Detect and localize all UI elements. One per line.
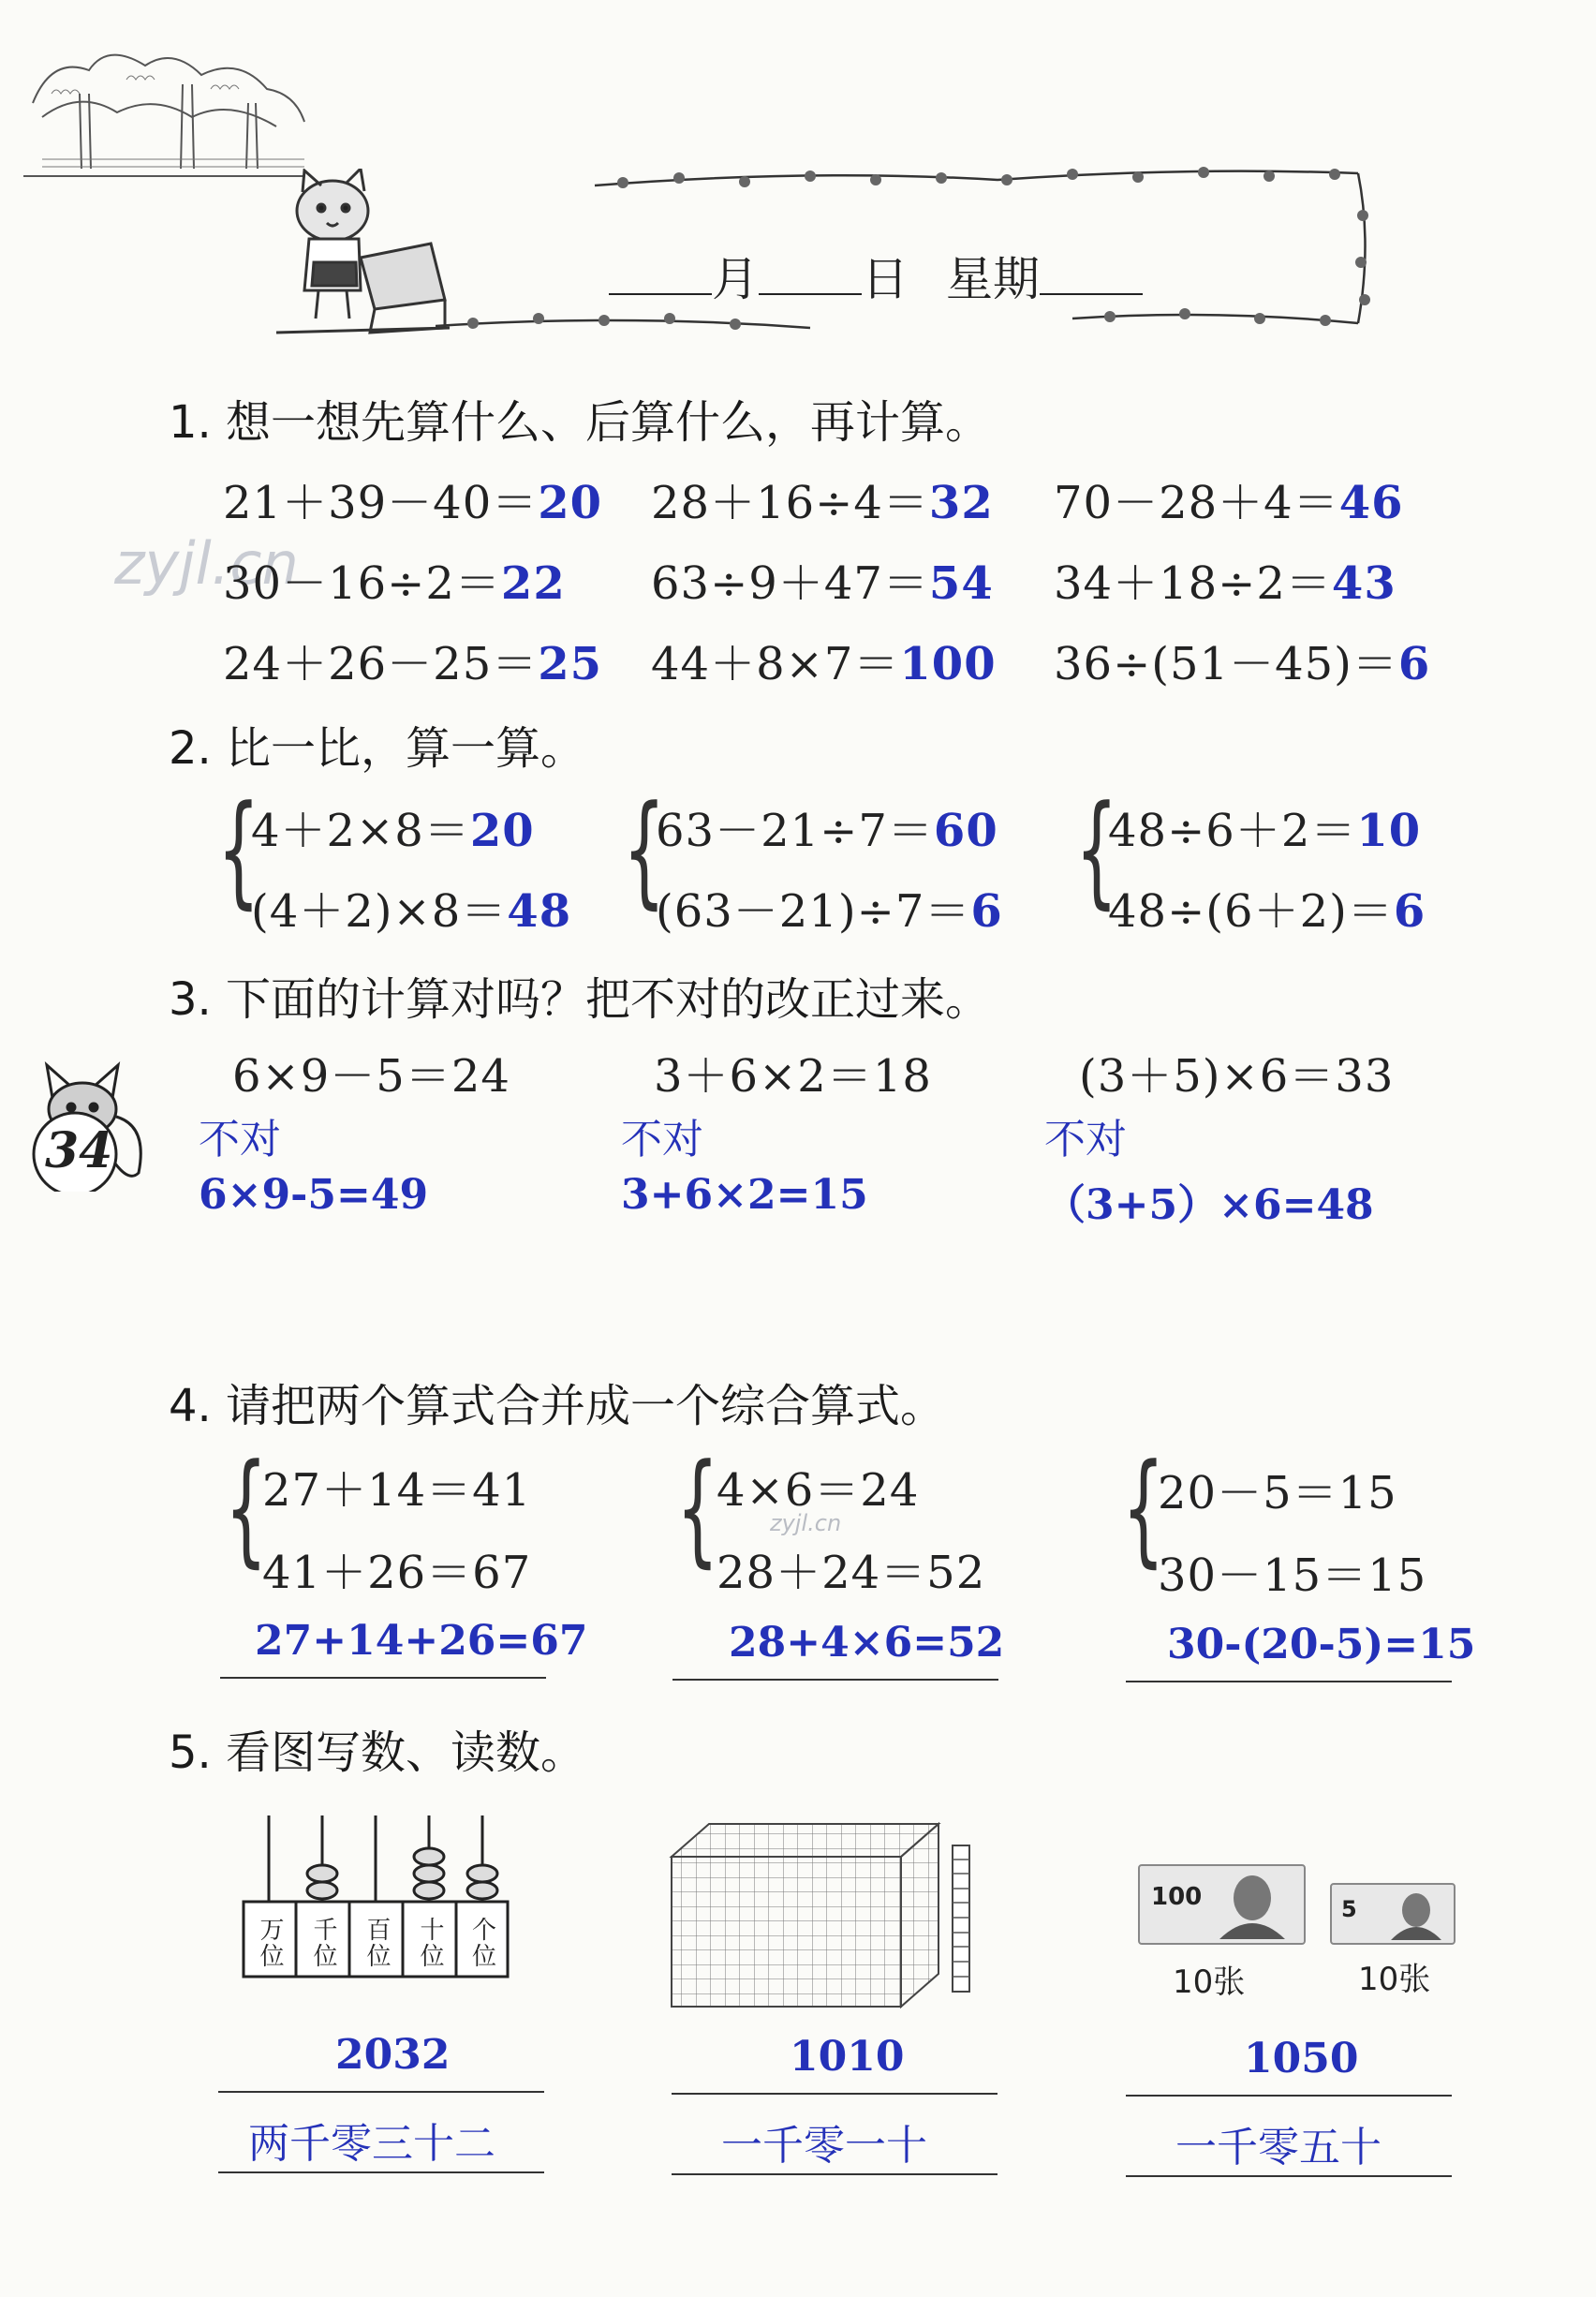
q1-item: 44＋8×7＝100: [651, 638, 997, 690]
answer-line: [218, 2091, 544, 2093]
day-label: 日: [862, 252, 909, 306]
q1-item: 28＋16÷4＝32: [651, 477, 994, 529]
q3-expr: 3＋6×2＝18: [654, 1050, 932, 1103]
ten-rod: [951, 1844, 971, 1993]
abacus-label: 万位: [256, 1917, 284, 1969]
answer-line: [1126, 2175, 1452, 2177]
q5-reading: 一千零一十: [721, 2122, 927, 2170]
answer-line: [672, 2173, 998, 2175]
weekday-blank[interactable]: [1040, 252, 1143, 295]
watermark-small: zyjl.cn: [770, 1510, 842, 1536]
banknote-100: [1138, 1864, 1306, 1945]
answer-line: [1126, 1681, 1452, 1682]
day-blank[interactable]: [759, 252, 862, 295]
brace: {: [1075, 778, 1118, 921]
count-label: 10张: [1173, 1964, 1246, 2001]
answer-line: [672, 2093, 998, 2095]
brace: {: [217, 778, 260, 921]
answer-line: [220, 1677, 546, 1679]
q3-verdict: 不对: [621, 1116, 703, 1163]
q1-item: 24＋26－25＝25: [223, 638, 603, 690]
q5-title: 5. 看图写数、读数。: [169, 1726, 586, 1779]
q2-line-b: (4＋2)×8＝48: [251, 885, 572, 938]
portrait-icon: [1383, 1888, 1449, 1940]
bill-value: 5: [1341, 1896, 1357, 1922]
q3-verdict: 不对: [199, 1116, 281, 1163]
q4-line-b: 28＋24＝52: [717, 1547, 986, 1599]
watermark: zyjl.cn: [114, 529, 299, 598]
thousand-cube: [667, 1819, 985, 2011]
q4-line-b: 30－15＝15: [1158, 1549, 1427, 1602]
q4-answer: 30-(20-5)=15: [1167, 1621, 1476, 1668]
brace: {: [623, 778, 666, 921]
date-line: [609, 242, 1143, 309]
page-number: 34: [45, 1122, 113, 1179]
weekday-label: 星期: [946, 252, 1040, 306]
month-blank[interactable]: [609, 252, 712, 295]
q3-expr: (3＋5)×6＝33: [1079, 1050, 1395, 1103]
q2-line-a: 48÷6＋2＝10: [1108, 805, 1422, 857]
q4-line-a: 20－5＝15: [1158, 1467, 1397, 1519]
q1-item: 70－28＋4＝46: [1054, 477, 1404, 529]
q4-answer: 27+14+26=67: [255, 1617, 588, 1665]
trees-illustration: [23, 37, 314, 178]
q3-fix: （3+5）×6=48: [1044, 1181, 1374, 1229]
q3-fix: 3+6×2=15: [621, 1171, 868, 1219]
q1-title: 1. 想一想先算什么、后算什么，再计算。: [169, 396, 991, 449]
q4-answer: 28+4×6=52: [729, 1619, 1005, 1667]
q1-item: 30－16÷2＝22: [223, 557, 566, 610]
q5-number: 1050: [1244, 2035, 1359, 2082]
q3-verdict: 不对: [1044, 1116, 1127, 1163]
q4-line-a: 4×6＝24: [717, 1464, 920, 1517]
answer-line: [1126, 2095, 1452, 2097]
q5-reading: 一千零五十: [1175, 2124, 1382, 2171]
abacus-labels: [244, 1905, 508, 1980]
abacus-label: 千位: [309, 1917, 337, 1969]
q4-line-b: 41＋26＝67: [262, 1547, 532, 1599]
q1-item: 21＋39－40＝20: [223, 477, 603, 529]
brace: {: [1122, 1437, 1165, 1579]
abacus-label: 十位: [416, 1917, 444, 1969]
portrait-icon: [1210, 1870, 1294, 1939]
count-label: 10张: [1358, 1961, 1431, 1998]
bill-value: 100: [1151, 1883, 1203, 1911]
q5-number: 1010: [790, 2033, 905, 2081]
q4-line-a: 27＋14＝41: [262, 1464, 532, 1517]
answer-line: [218, 2171, 544, 2173]
q5-number: 2032: [335, 2031, 451, 2079]
brace: {: [225, 1437, 268, 1579]
abacus-label: 个位: [467, 1917, 496, 1969]
q5-reading: 两千零三十二: [248, 2120, 495, 2168]
q3-fix: 6×9-5=49: [199, 1171, 429, 1219]
cat-illustration: [267, 169, 454, 337]
q2-line-b: (63－21)÷7＝6: [656, 885, 1003, 938]
q1-item: 36÷(51－45)＝6: [1054, 638, 1431, 690]
month-label: 月: [712, 252, 759, 306]
q2-line-b: 48÷(6＋2)＝6: [1108, 885, 1426, 938]
banknote-5: [1330, 1883, 1456, 1945]
abacus-label: 百位: [362, 1917, 391, 1969]
q2-line-a: 63－21÷7＝60: [656, 805, 998, 857]
q1-item: 34＋18÷2＝43: [1054, 557, 1396, 610]
brace: {: [676, 1437, 719, 1579]
q1-item: 63÷9＋47＝54: [651, 557, 994, 610]
answer-line: [672, 1679, 998, 1681]
q3-title: 3. 下面的计算对吗？把不对的改正过来。: [169, 973, 991, 1026]
q2-title: 2. 比一比，算一算。: [169, 722, 586, 775]
q2-line-a: 4＋2×8＝20: [251, 805, 535, 857]
q4-title: 4. 请把两个算式合并成一个综合算式。: [169, 1380, 946, 1432]
q3-expr: 6×9－5＝24: [232, 1050, 510, 1103]
